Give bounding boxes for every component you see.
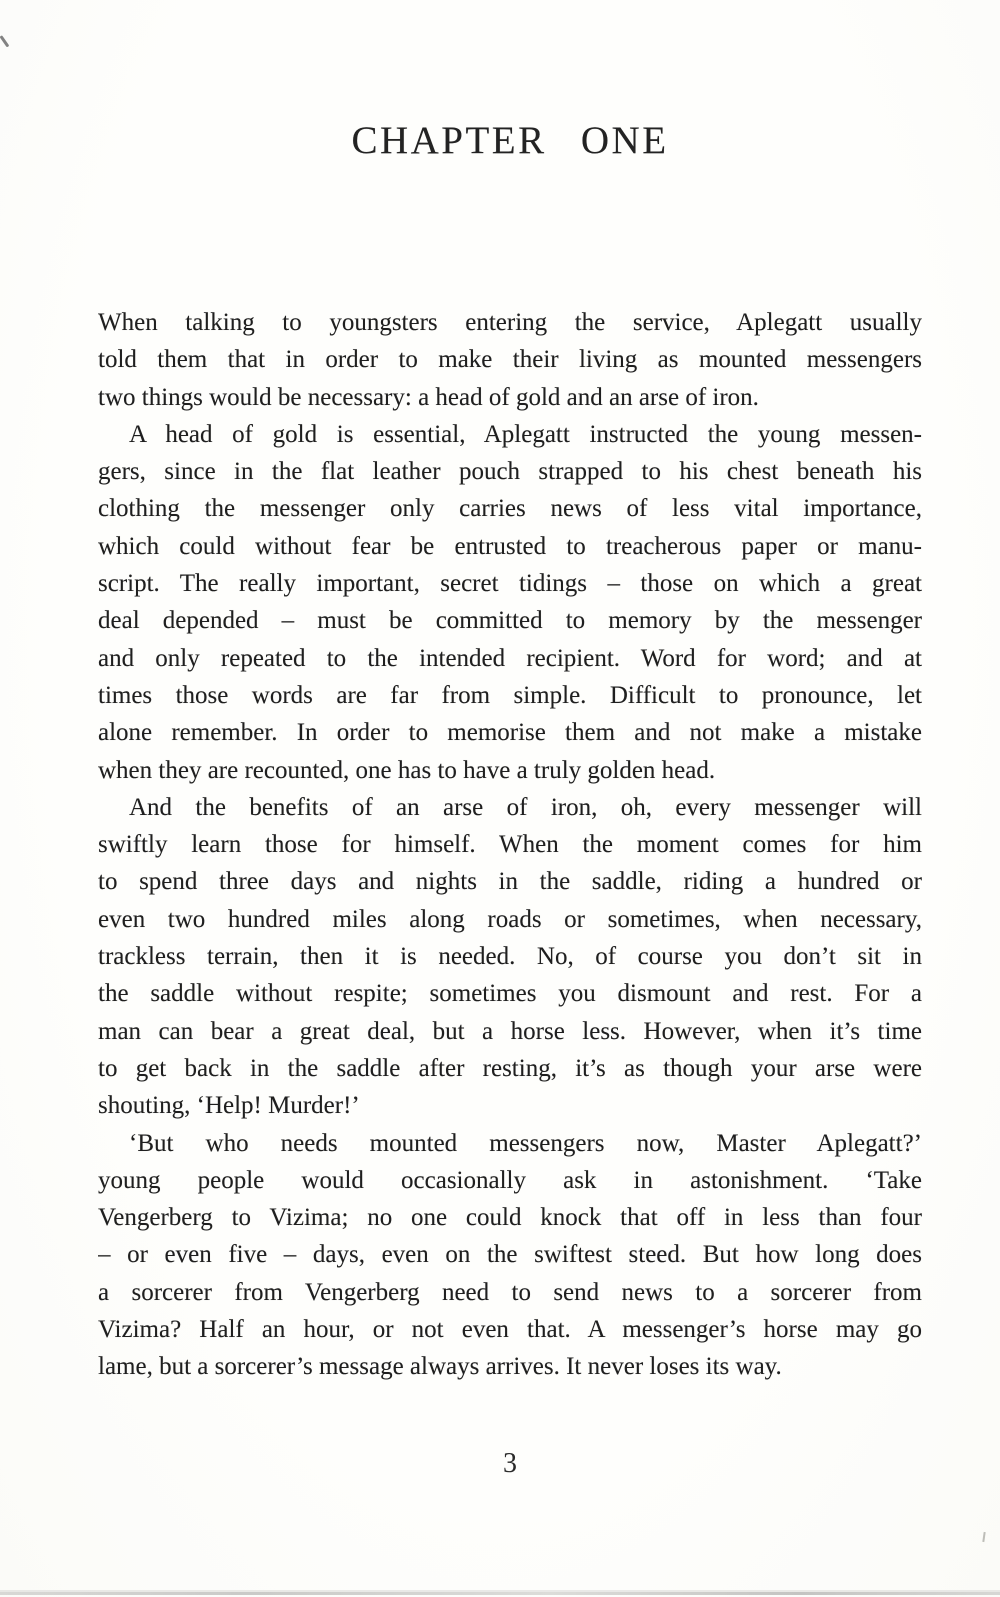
paragraph <box>98 1125 922 1386</box>
text-line: which could without fear be entrusted to treacherous paper or manu- <box>98 532 922 560</box>
text-line: told them that in order to make their living as mounted messengers <box>98 346 922 374</box>
text-line: – or even five – days, even on the swiftest steed. But how long does <box>98 1241 922 1269</box>
text-line: shouting, ‘Help! Murder!’ <box>98 1092 360 1120</box>
body-text <box>98 304 922 1386</box>
text-line: to spend three days and nights in the saddle, riding a hundred or <box>98 868 922 896</box>
page-number: 3 <box>503 1448 517 1479</box>
text-line: lame, but a sorcerer’s message always arrives. It never loses its way. <box>98 1353 782 1381</box>
text-line: even two hundred miles along roads or sometimes, when necessary, <box>98 905 922 933</box>
paragraph <box>98 304 922 416</box>
text-line: And the benefits of an arse of iron, oh, every messenger will <box>129 793 922 821</box>
text-line: alone remember. In order to memorise them and not make a mistake <box>98 719 922 747</box>
text-line: to get back in the saddle after resting, it’s as though your arse were <box>98 1054 922 1082</box>
text-line: and only repeated to the intended recipient. Word for word; and at <box>98 644 922 672</box>
text-line: times those words are far from simple. Difficult to pronounce, let <box>98 681 922 709</box>
paragraph <box>98 416 922 789</box>
text-line: man can bear a great deal, but a horse less. However, when it’s time <box>98 1017 922 1045</box>
chapter-title: CHAPTER ONE <box>351 119 669 162</box>
scan-edge-shadow <box>0 1592 1000 1595</box>
text-line: deal depended – must be committed to memory by the messenger <box>98 607 922 635</box>
text-line: Vizima? Half an hour, or not even that. A messenger’s horse may go <box>98 1316 922 1344</box>
scan-artifact-mark <box>0 35 9 47</box>
text-line: ‘But who needs mounted messengers now, Master Aplegatt?’ <box>129 1129 922 1157</box>
text-line: A head of gold is essential, Aplegatt instructed the young messen- <box>129 420 922 448</box>
text-line: When talking to youngsters entering the service, Aplegatt usually <box>98 309 922 336</box>
text-line: script. The really important, secret tidings – those on which a great <box>98 570 922 598</box>
text-line: clothing the messenger only carries news of less vital importance, <box>98 495 922 523</box>
text-line: when they are recounted, one has to have a truly golden head. <box>98 756 716 784</box>
text-line: two things would be necessary: a head of gold and an arse of iron. <box>98 383 759 411</box>
text-line: the saddle without respite; sometimes you dismount and rest. For a <box>98 980 922 1008</box>
paragraph <box>98 789 922 1125</box>
text-line: Vengerberg to Vizima; no one could knock that off in less than four <box>98 1204 922 1232</box>
text-line: a sorcerer from Vengerberg need to send news to a sorcerer from <box>98 1278 922 1306</box>
text-line: gers, since in the flat leather pouch strapped to his chest beneath his <box>98 458 922 486</box>
text-line: swiftly learn those for himself. When the moment comes for him <box>98 831 922 859</box>
text-line: young people would occasionally ask in astonishment. ‘Take <box>98 1166 922 1194</box>
text-line: trackless terrain, then it is needed. No, of course you don’t sit in <box>98 943 922 971</box>
scan-artifact-mark <box>982 1532 985 1542</box>
